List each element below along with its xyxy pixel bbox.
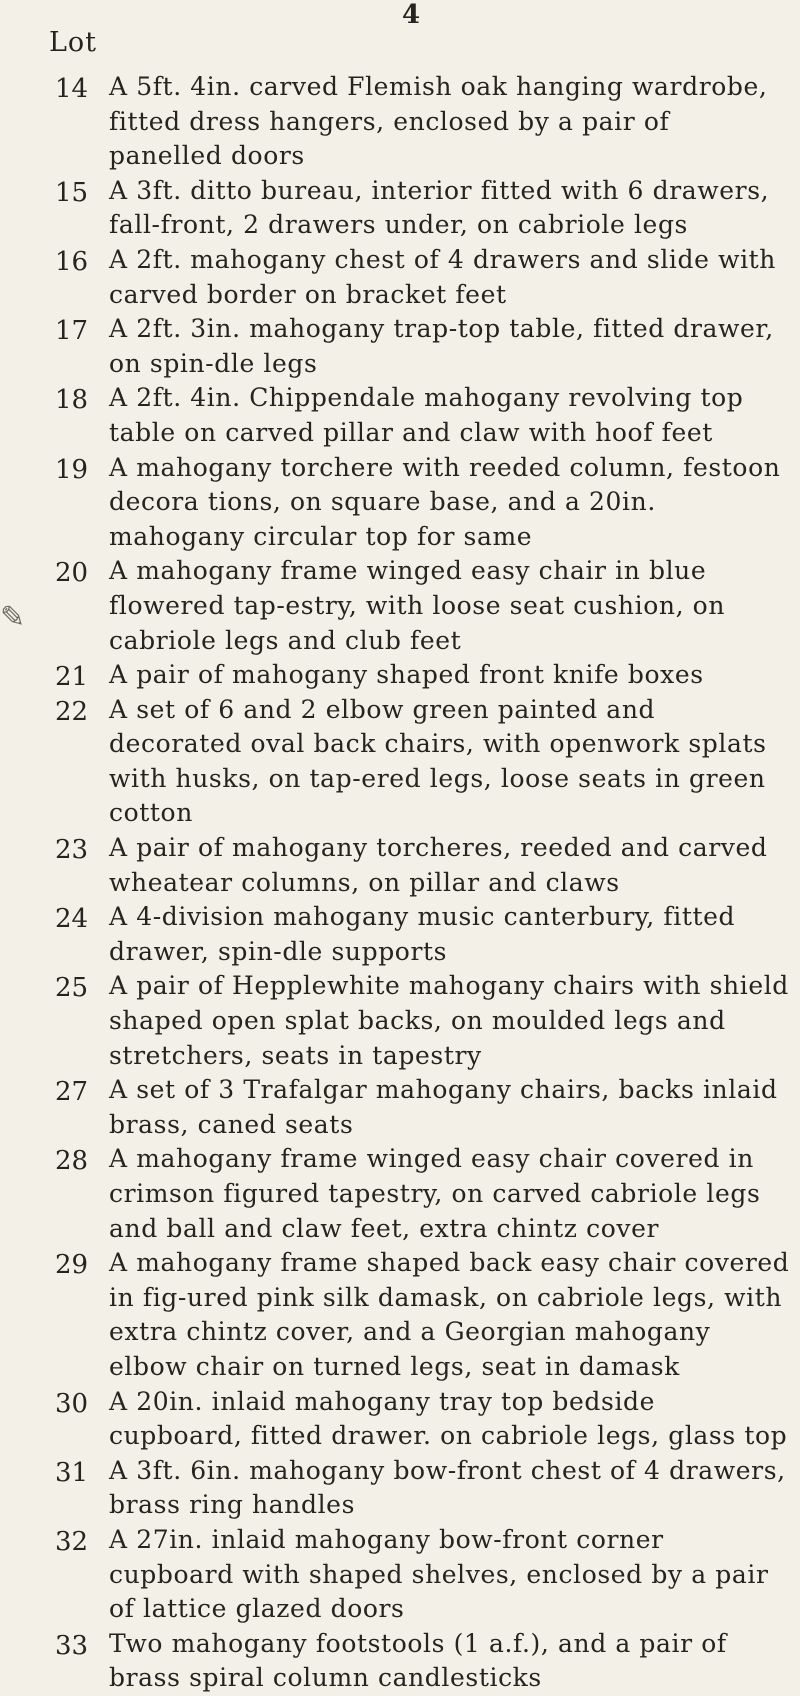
lot-entry bbox=[0, 831, 800, 900]
lot-entry bbox=[0, 1073, 800, 1142]
lot-number: 27 bbox=[55, 1077, 89, 1108]
page-number: 4 bbox=[402, 0, 421, 30]
lot-number: 32 bbox=[55, 1526, 89, 1557]
lot-entry bbox=[0, 1627, 800, 1696]
lot-description: A 20in. inlaid mahogany tray top bedside cupboard, fitted drawer. on cabriole legs, glass top bbox=[109, 1386, 788, 1451]
lot-number: 28 bbox=[55, 1146, 89, 1177]
lot-entry bbox=[0, 70, 800, 174]
lot-entry bbox=[0, 381, 800, 450]
lot-number: 18 bbox=[55, 385, 89, 416]
lot-description: A 27in. inlaid mahogany bow-front corner cupboard with shaped shelves, enclosed by a pair of lattice glazed doors bbox=[109, 1524, 769, 1624]
lot-description: A mahogany torchere with reeded column, festoon decora tions, on square base, and a 20in. mahogany circular top for same bbox=[109, 452, 781, 551]
lot-column-header: Lot bbox=[49, 27, 98, 58]
lot-description: A pair of mahogany shaped front knife boxes bbox=[109, 660, 704, 690]
lot-description: A 2ft. 4in. Chippendale mahogany revolving top table on carved pillar and claw with hoof feet bbox=[109, 383, 744, 447]
lot-entry bbox=[0, 900, 800, 969]
lot-entry bbox=[0, 1385, 800, 1454]
lot-description: A 5ft. 4in. carved Flemish oak hanging wardrobe, fitted dress hangers, enclosed by a pair of panelled doors bbox=[109, 72, 768, 171]
lot-number: 23 bbox=[55, 835, 89, 866]
lot-number: 21 bbox=[55, 662, 89, 693]
lot-number: 22 bbox=[55, 696, 89, 727]
lot-description: A set of 6 and 2 elbow green painted and decorated oval back chairs, with openwork splats with husks, on tap-ered legs, loose seats in green cotton bbox=[109, 694, 767, 828]
lot-entry bbox=[0, 658, 800, 693]
lot-description: A 2ft. 3in. mahogany trap-top table, fitted drawer, on spin-dle legs bbox=[109, 314, 774, 378]
lot-description: A pair of mahogany torcheres, reeded and carved wheatear columns, on pillar and claws bbox=[109, 833, 768, 897]
lot-description: Two mahogany footstools (1 a.f.), and a pair of brass spiral column candlesticks bbox=[109, 1628, 727, 1693]
lot-number: 20 bbox=[55, 558, 89, 589]
lot-number: 30 bbox=[55, 1388, 89, 1419]
lot-description: A 3ft. 6in. mahogany bow-front chest of 4 drawers, brass ring handles bbox=[109, 1455, 786, 1520]
lot-number: 25 bbox=[55, 973, 89, 1004]
lot-entry bbox=[0, 451, 800, 555]
lot-number: 17 bbox=[55, 316, 89, 347]
lot-description: A 4-division mahogany music canterbury, fitted drawer, spin-dle supports bbox=[109, 902, 736, 966]
lot-description: A 2ft. mahogany chest of 4 drawers and slide with carved border on bracket feet bbox=[109, 244, 777, 309]
lot-entry bbox=[0, 312, 800, 381]
lot-entry bbox=[0, 969, 800, 1073]
lot-entry bbox=[0, 693, 800, 831]
lot-number: 14 bbox=[55, 74, 89, 104]
lot-number: 19 bbox=[55, 454, 89, 485]
lot-entry bbox=[0, 1454, 800, 1523]
lot-description: A mahogany frame shaped back easy chair covered in fig-ured pink silk damask, on cabriole legs, with extra chintz cover, and a Georgian mahogany elbow chair on turned legs, seat in damask bbox=[109, 1248, 790, 1381]
lot-description: A mahogany frame winged easy chair covered in crimson figured tapestry, on carved cabriole legs and ball and claw feet, extra chintz cover bbox=[109, 1144, 761, 1243]
lot-entry bbox=[0, 174, 800, 243]
lot-entry bbox=[0, 1523, 800, 1627]
lot-list bbox=[0, 70, 800, 1696]
lot-entry bbox=[0, 1142, 800, 1246]
lot-entry bbox=[0, 1246, 800, 1384]
lot-number: 33 bbox=[55, 1630, 89, 1661]
lot-entry bbox=[0, 554, 800, 658]
lot-description: A 3ft. ditto bureau, interior fitted with 6 drawers, fall-front, 2 drawers under, on cabriole legs bbox=[109, 175, 770, 240]
lot-entry bbox=[0, 243, 800, 312]
lot-description: A pair of Hepplewhite mahogany chairs with shield shaped open splat backs, on moulded legs and stretchers, seats in tapestry bbox=[109, 971, 789, 1070]
lot-number: 15 bbox=[55, 177, 89, 208]
lot-number: 24 bbox=[55, 904, 89, 935]
lot-description: A mahogany frame winged easy chair in blue flowered tap-estry, with loose seat cushion, on cabriole legs and club feet bbox=[109, 556, 726, 655]
hand-drawn-mark: ✎ bbox=[0, 600, 26, 635]
lot-number: 16 bbox=[55, 246, 89, 277]
lot-description: A set of 3 Trafalgar mahogany chairs, backs inlaid brass, caned seats bbox=[109, 1075, 778, 1139]
lot-number: 29 bbox=[55, 1250, 89, 1281]
lot-number: 31 bbox=[55, 1457, 89, 1488]
